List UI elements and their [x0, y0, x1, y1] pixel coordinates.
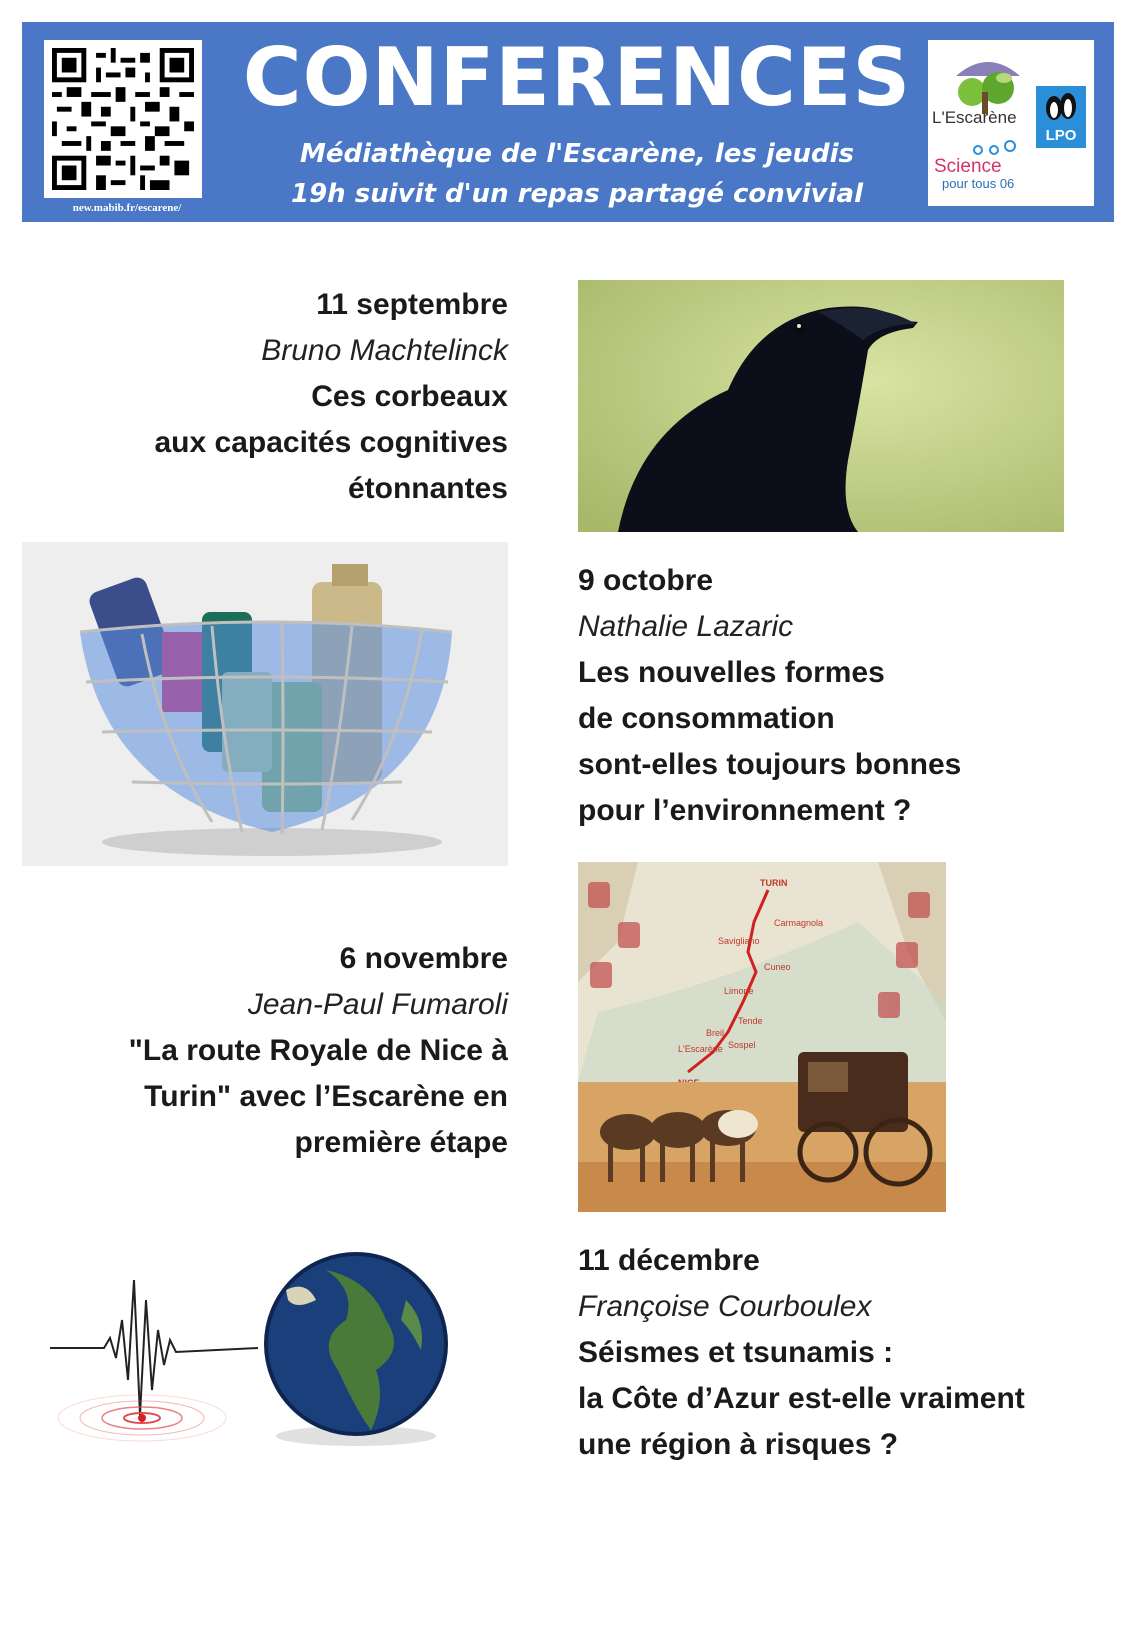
route-map-carriage	[578, 862, 946, 1212]
event-title-line: sont-elles toujours bonnes	[578, 748, 962, 781]
event-title-line: Les nouvelles formes	[578, 656, 885, 689]
globe-basket-photo	[22, 542, 508, 866]
event-speaker: Jean-Paul Fumaroli	[247, 988, 508, 1021]
lpo-logo	[1036, 86, 1086, 148]
event-title-line: première étape	[294, 1126, 508, 1159]
partner-logos	[928, 40, 1094, 206]
banner-title: CONFERENCES	[242, 31, 912, 124]
map-label: Tende	[738, 1016, 763, 1026]
seismogram-earth	[26, 1240, 502, 1450]
event-title-line: la Côte d’Azur est-elle vraiment	[578, 1382, 1025, 1415]
event-title-line: Séismes et tsunamis :	[578, 1336, 894, 1369]
map-label: Cuneo	[764, 962, 791, 972]
map-label: Savigliano	[718, 936, 760, 946]
event-speaker: Bruno Machtelinck	[261, 334, 508, 367]
banner-subtitle-line-2: 19h suivit d'un repas partagé convivial	[291, 179, 863, 209]
event-december	[578, 1238, 1098, 1468]
event-date: 9 octobre	[578, 564, 714, 597]
event-speaker: Françoise Courboulex	[578, 1290, 872, 1323]
banner-subtitle-line-1: Médiathèque de l'Escarène, les jeudis	[300, 139, 854, 169]
event-date: 6 novembre	[339, 942, 508, 975]
event-date: 11 décembre	[578, 1244, 760, 1277]
event-title-line: étonnantes	[347, 472, 508, 505]
qr-url[interactable]: new.mabib.fr/escarene/	[72, 202, 182, 214]
banner-subtitle	[242, 134, 912, 214]
event-title-line: une région à risques ?	[578, 1428, 899, 1461]
logo-science-label: Science	[934, 156, 1002, 177]
event-title-line: aux capacités cognitives	[154, 426, 508, 459]
map-label: Breil	[706, 1028, 725, 1038]
event-november	[20, 936, 508, 1166]
map-label: Limone	[724, 986, 754, 996]
map-label: TURIN	[760, 878, 788, 888]
header-banner	[22, 22, 1114, 222]
logo-pourtous-label: pour tous 06	[942, 176, 1015, 191]
logo-lpo-label: LPO	[1045, 127, 1077, 144]
map-label: Carmagnola	[774, 918, 824, 928]
logo-escarene-label: L'Escarène	[932, 108, 1017, 127]
event-september	[60, 282, 508, 512]
crow-photo	[578, 280, 1064, 532]
penguin-icon	[1036, 86, 1086, 126]
event-title-line: Ces corbeaux	[311, 380, 508, 413]
map-label: L'Escarène	[678, 1044, 723, 1054]
event-title-line: pour l’environnement ?	[578, 794, 912, 827]
map-label: Sospel	[728, 1040, 756, 1050]
event-title-line: Turin" avec l’Escarène en	[144, 1080, 508, 1113]
event-speaker: Nathalie Lazaric	[578, 610, 794, 643]
qr-code[interactable]	[44, 40, 202, 198]
qr-code-icon	[52, 48, 194, 190]
event-title-line: de consommation	[578, 702, 835, 735]
event-date: 11 septembre	[316, 288, 508, 321]
event-october	[578, 558, 1098, 834]
event-title-line: "La route Royale de Nice à	[128, 1034, 508, 1067]
